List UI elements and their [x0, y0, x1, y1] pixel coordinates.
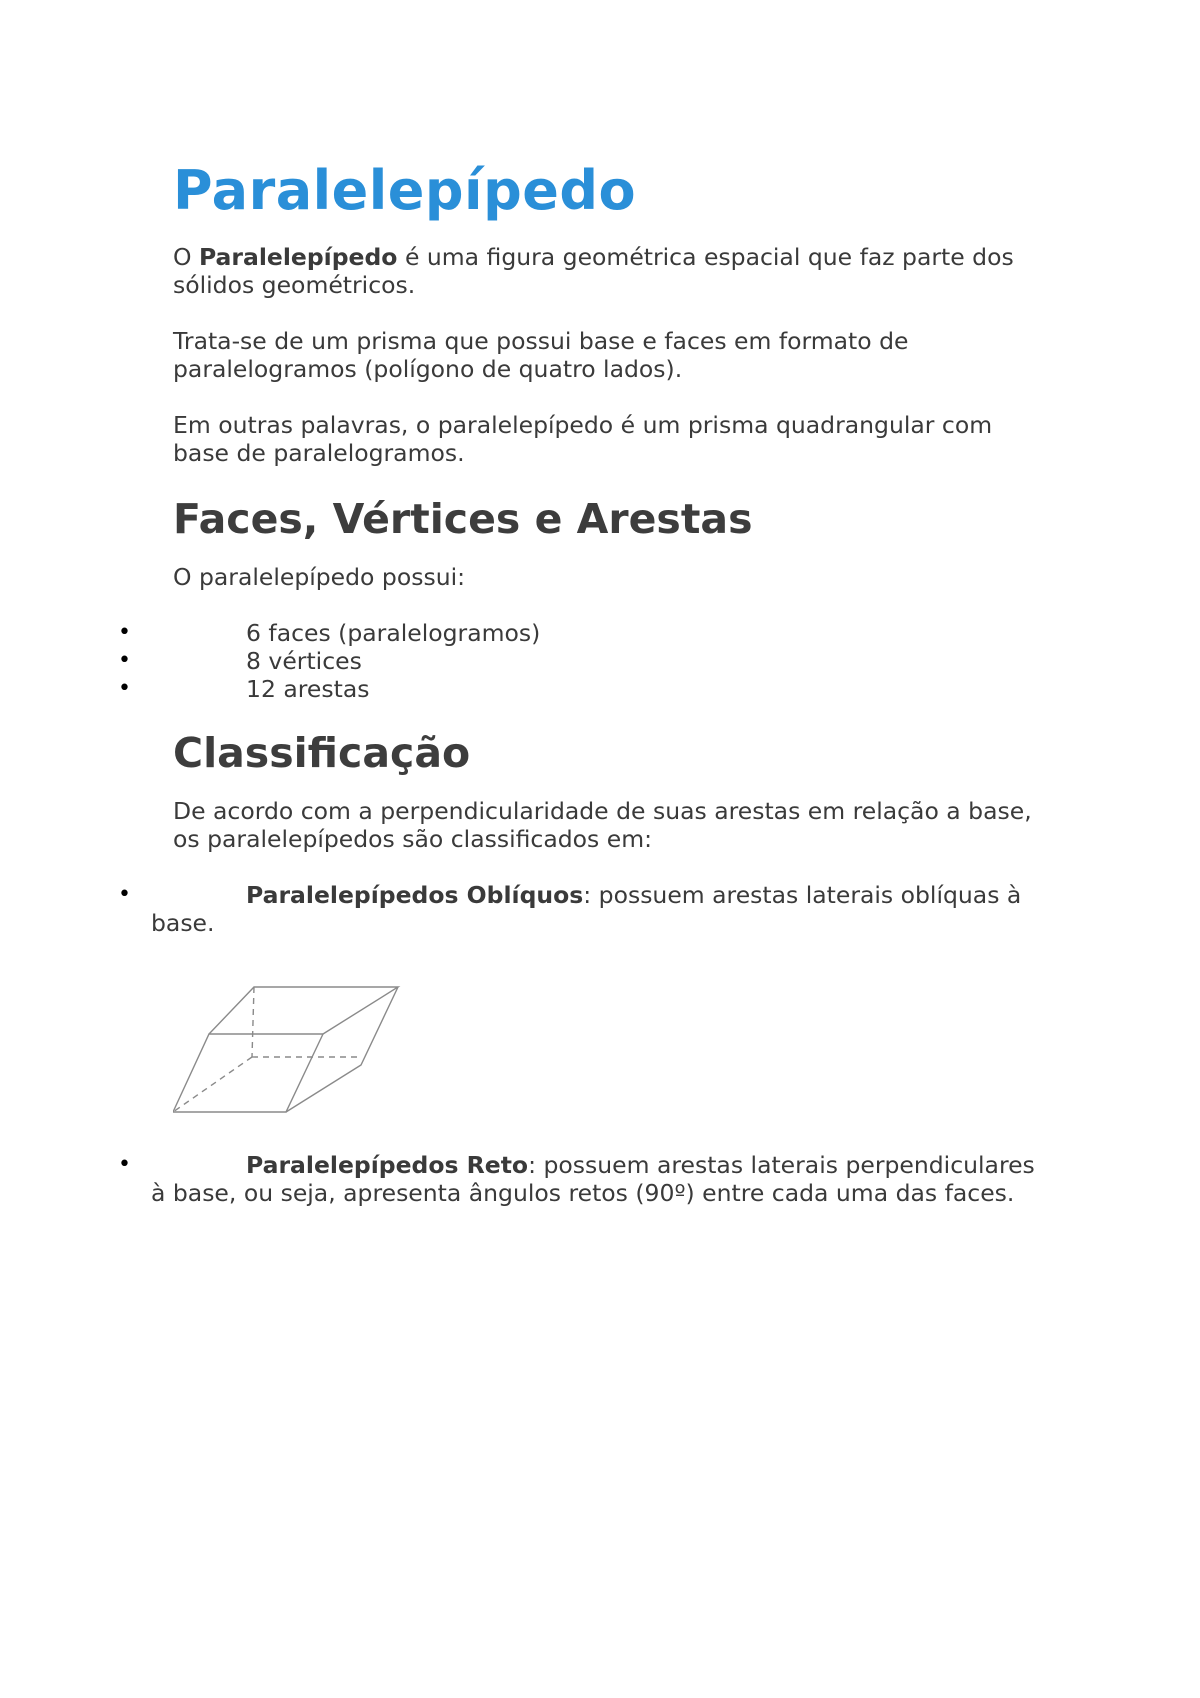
bullet-icon: • — [118, 676, 131, 701]
list-item-oblique — [118, 881, 1043, 937]
bullet-icon: • — [118, 882, 131, 907]
faces-lead: O paralelepípedo possui: — [173, 563, 466, 591]
oblique-term: Paralelepípedos Oblíquos — [246, 881, 584, 909]
heading-faces-vertices-edges: Faces, Vértices e Arestas — [173, 495, 753, 543]
list-item: • 8 vértices — [118, 647, 362, 675]
oblique-description: : possuem arestas laterais oblíquas à base. — [151, 881, 1022, 937]
intro-paragraph-1 — [173, 243, 1043, 299]
list-item-right — [118, 1151, 1043, 1207]
bullet-icon: • — [118, 620, 131, 645]
oblique-parallelepiped-icon — [173, 977, 403, 1117]
classification-list-oblique — [118, 881, 1043, 937]
faces-list — [118, 619, 1043, 703]
intro-bold-term: Paralelepípedo — [198, 243, 398, 271]
intro-rest: é uma figura geométrica espacial que faz parte dos sólidos geométricos. — [173, 243, 1014, 299]
document-content — [118, 155, 1043, 1207]
intro-prefix: O — [173, 243, 199, 271]
page-title: Paralelepípedo — [173, 159, 637, 222]
list-item: • 12 arestas — [118, 675, 370, 703]
intro-paragraph-2: Trata-se de um prisma que possui base e faces em formato de paralelogramos (polígono de quatro lados). — [173, 327, 909, 383]
right-description: : possuem arestas laterais perpendiculares à base, ou seja, apresenta ângulos retos (90º) entre cada uma das faces. — [151, 1151, 1035, 1207]
classification-list-right — [118, 1151, 1043, 1207]
list-item: • 6 faces (paralelogramos) — [118, 619, 541, 647]
right-term: Paralelepípedos Reto — [246, 1151, 529, 1179]
heading-classification: Classificação — [173, 729, 471, 777]
classification-lead: De acordo com a perpendicularidade de suas arestas em relação a base, os paralelepípedos são classificados em: — [173, 797, 1032, 853]
intro-paragraph-3: Em outras palavras, o paralelepípedo é um prisma quadrangular com base de paralelogramos. — [173, 411, 993, 467]
bullet-icon: • — [118, 1152, 131, 1177]
bullet-icon: • — [118, 648, 131, 673]
